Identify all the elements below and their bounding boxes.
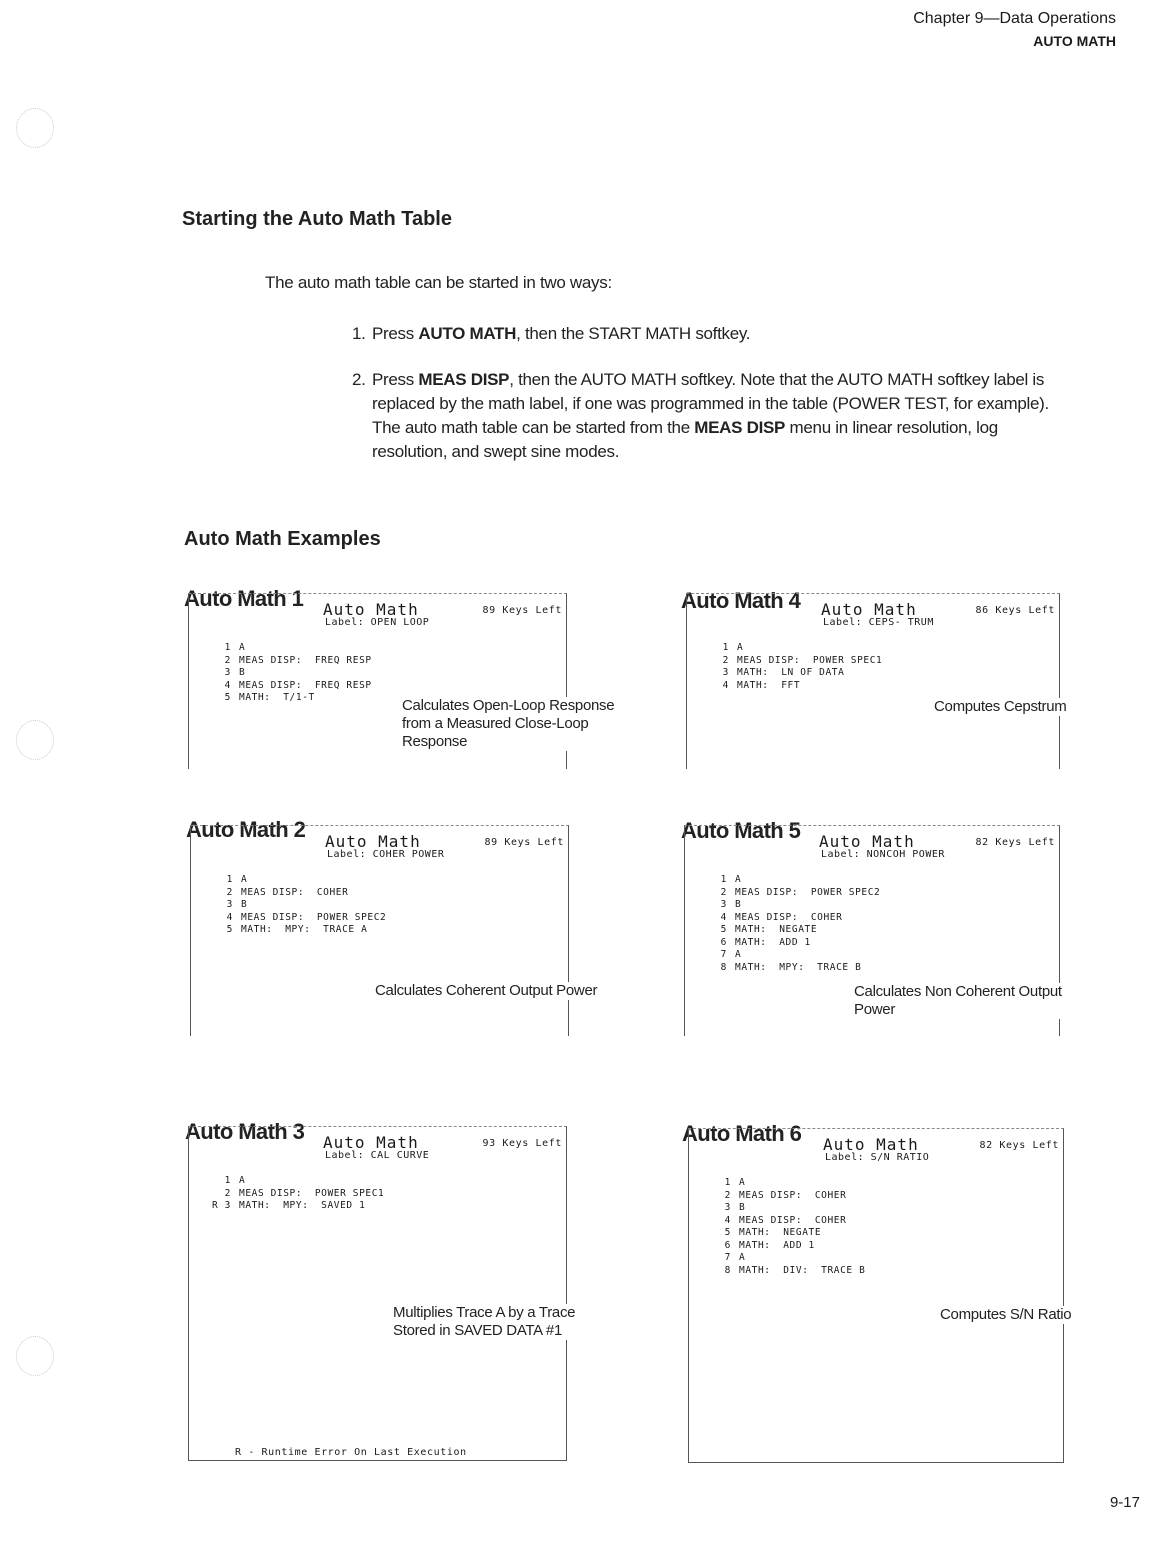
start-step-2: 2. Press MEAS DISP, then the AUTO MATH softkey. Note that the AUTO MATH softkey label is replaced by the math label, if one was programmed in the table (POWER TEST, for example). The auto math table can be started from the MEAS DISP menu in linear resolution, log resolution, and swept sine modes. — [370, 368, 1050, 464]
step-number: 3 — [720, 899, 727, 910]
step-number: 8 — [720, 961, 727, 973]
step-text: MEAS DISP: COHER — [739, 1189, 847, 1201]
step-text: MATH: ADD 1 — [739, 1239, 815, 1251]
keys-left: 93 Keys Left — [482, 1138, 562, 1149]
step-number: 2 — [226, 886, 233, 898]
keys-left: 89 Keys Left — [482, 605, 562, 616]
step-number: 6 — [720, 936, 727, 948]
step-number: 3 — [722, 667, 729, 678]
math-step — [701, 1215, 865, 1228]
step-text: MEAS DISP: COHER — [735, 911, 843, 923]
screen-title: Auto Math — [323, 1133, 419, 1152]
step-number: 1 — [224, 642, 231, 653]
step-text: A — [735, 874, 742, 885]
example-caption: Computes S/N Ratio — [940, 1306, 1090, 1324]
math-label: Label: OPEN LOOP — [325, 617, 430, 628]
math-step — [699, 667, 882, 680]
step-number: 3 — [724, 1202, 731, 1213]
math-label: Label: S/N RATIO — [825, 1152, 930, 1163]
math-step-list — [697, 874, 880, 974]
intro-text: The auto math table can be started in two ways: — [265, 273, 612, 292]
step-text: MEAS DISP: POWER SPEC1 — [737, 654, 883, 666]
step-number: 5 — [226, 924, 233, 935]
math-step — [697, 912, 880, 925]
step-text: MEAS DISP: POWER SPEC2 — [241, 911, 387, 923]
step-number: 5 — [224, 692, 231, 703]
step-text: A — [739, 1252, 746, 1263]
math-step — [699, 642, 882, 655]
math-label: Label: NONCOH POWER — [821, 849, 945, 860]
math-step — [201, 1175, 384, 1188]
step-text: MEAS DISP: COHER — [739, 1214, 847, 1226]
step-text: B — [239, 667, 246, 678]
step-number: 1 — [226, 874, 233, 885]
math-step-list — [699, 642, 882, 692]
step-number: 8 — [724, 1264, 731, 1276]
step-text: A — [735, 949, 742, 960]
example-title: Auto Math 5 — [681, 818, 801, 843]
math-step — [203, 912, 386, 925]
math-step — [697, 937, 880, 950]
step-text: MATH: DIV: TRACE B — [739, 1264, 866, 1276]
step-text: MEAS DISP: POWER SPEC1 — [239, 1187, 385, 1199]
key-meas-disp: MEAS DISP — [418, 370, 510, 389]
step-text: B — [739, 1202, 746, 1213]
example-title: Auto Math 6 — [682, 1121, 802, 1146]
step-number: R 3 — [212, 1200, 231, 1211]
step-number: 3 — [226, 899, 233, 910]
math-step — [201, 642, 372, 655]
step-number: 1 — [720, 874, 727, 885]
auto-math-screen — [686, 593, 1060, 769]
math-label: Label: COHER POWER — [327, 849, 445, 860]
step-text: MATH: MPY: TRACE B — [735, 961, 862, 973]
step-text: B — [241, 899, 248, 910]
math-step — [701, 1240, 865, 1253]
step-number: 5 — [720, 924, 727, 935]
step-text: MATH: NEGATE — [739, 1227, 822, 1238]
step-number: 2 — [224, 1187, 231, 1199]
section-header: AUTO MATH — [1033, 33, 1116, 49]
step-text: A — [739, 1177, 746, 1188]
step-text: MEAS DISP: FREQ RESP — [239, 679, 372, 691]
punch-hole-bottom — [16, 1336, 54, 1376]
math-step — [697, 924, 880, 937]
step-text: MATH: MPY: SAVED 1 — [239, 1200, 366, 1211]
step-number: 4 — [722, 679, 729, 691]
math-step-list — [203, 874, 386, 937]
math-step — [699, 680, 882, 693]
step-number: 1 — [724, 1177, 731, 1188]
start-steps — [348, 322, 1050, 486]
keys-left: 89 Keys Left — [484, 837, 564, 848]
auto-math-screen — [190, 825, 569, 1036]
math-step — [697, 949, 880, 962]
punch-hole-middle — [16, 720, 54, 760]
step-text: A — [239, 642, 246, 653]
example-caption: Calculates Coherent Output Power — [375, 982, 625, 1000]
step-number: 4 — [224, 679, 231, 691]
start-step-1: 1. Press AUTO MATH, then the START MATH softkey. — [370, 322, 1050, 346]
math-step-list — [201, 1175, 384, 1213]
step-text: A — [239, 1175, 246, 1186]
step-text: MEAS DISP: POWER SPEC2 — [735, 886, 881, 898]
math-step — [201, 1188, 384, 1201]
math-step — [203, 887, 386, 900]
example-caption: Multiplies Trace A by a Trace Stored in SAVED DATA #1 — [393, 1304, 613, 1340]
step-number: 2 — [722, 654, 729, 666]
step-text: MATH: ADD 1 — [735, 936, 811, 948]
keys-left: 82 Keys Left — [975, 837, 1055, 848]
step-number: 5 — [724, 1227, 731, 1238]
math-step — [201, 1200, 384, 1213]
step-text: MATH: NEGATE — [735, 924, 818, 935]
math-step — [201, 680, 372, 693]
math-step-list — [701, 1177, 865, 1277]
step-text: MATH: MPY: TRACE A — [241, 924, 368, 935]
math-step — [203, 874, 386, 887]
screen-title: Auto Math — [325, 832, 421, 851]
section-title-examples: Auto Math Examples — [184, 528, 381, 550]
step-text: MEAS DISP: FREQ RESP — [239, 654, 372, 666]
step-text: MATH: T/1-T — [239, 692, 315, 703]
step-number: 2 — [724, 1189, 731, 1201]
example-title: Auto Math 3 — [185, 1119, 305, 1144]
auto-math-screen — [688, 1128, 1064, 1463]
step-number: 1 — [722, 642, 729, 653]
step-number: 4 — [720, 911, 727, 923]
step-number: 4 — [724, 1214, 731, 1226]
example-title: Auto Math 4 — [681, 588, 801, 613]
math-step-list — [201, 642, 372, 705]
auto-math-screen — [188, 1126, 567, 1461]
screen-title: Auto Math — [821, 600, 917, 619]
example-caption: Computes Cepstrum — [934, 698, 1084, 716]
keys-left: 86 Keys Left — [975, 605, 1055, 616]
example-caption: Calculates Non Coherent Output Power — [854, 983, 1084, 1019]
step-number: 2 — [224, 654, 231, 666]
key-meas-disp: MEAS DISP — [694, 418, 786, 437]
example-caption: Calculates Open-Loop Response from a Measured Close-Loop Response — [402, 697, 642, 751]
math-step — [201, 667, 372, 680]
step-number: 7 — [724, 1252, 731, 1263]
step-text: A — [737, 642, 744, 653]
step-text: B — [735, 899, 742, 910]
math-step — [701, 1227, 865, 1240]
step-number: 6 — [724, 1239, 731, 1251]
math-step — [701, 1190, 865, 1203]
math-step — [203, 924, 386, 937]
screen-title: Auto Math — [819, 832, 915, 851]
section-title-starting: Starting the Auto Math Table — [182, 208, 452, 230]
chapter-header: Chapter 9—Data Operations — [913, 10, 1116, 27]
punch-hole-top — [16, 108, 54, 148]
key-auto-math: AUTO MATH — [418, 324, 517, 343]
math-step — [701, 1265, 865, 1278]
step-text: MATH: LN OF DATA — [737, 667, 845, 678]
math-step — [201, 692, 372, 705]
math-step — [701, 1202, 865, 1215]
example-title: Auto Math 2 — [186, 817, 306, 842]
step-number: 4 — [226, 911, 233, 923]
step-number: 2 — [720, 886, 727, 898]
step-number: 3 — [224, 667, 231, 678]
runtime-error-note: R - Runtime Error On Last Execution — [235, 1447, 467, 1458]
math-step — [201, 655, 372, 668]
math-label: Label: CAL CURVE — [325, 1150, 430, 1161]
step-text: A — [241, 874, 248, 885]
math-label: Label: CEPS- TRUM — [823, 617, 934, 628]
math-step — [701, 1177, 865, 1190]
step-text: MATH: FFT — [737, 679, 801, 691]
math-step — [699, 655, 882, 668]
example-title: Auto Math 1 — [184, 586, 304, 611]
step-text: MEAS DISP: COHER — [241, 886, 349, 898]
math-step — [697, 887, 880, 900]
math-step — [697, 962, 880, 975]
math-step — [697, 874, 880, 887]
step-number: 7 — [720, 949, 727, 960]
page-number: 9-17 — [1109, 1494, 1140, 1511]
screen-title: Auto Math — [323, 600, 419, 619]
step-number: 1 — [224, 1175, 231, 1186]
math-step — [701, 1252, 865, 1265]
screen-title: Auto Math — [823, 1135, 919, 1154]
math-step — [203, 899, 386, 912]
math-step — [697, 899, 880, 912]
keys-left: 82 Keys Left — [979, 1140, 1059, 1151]
